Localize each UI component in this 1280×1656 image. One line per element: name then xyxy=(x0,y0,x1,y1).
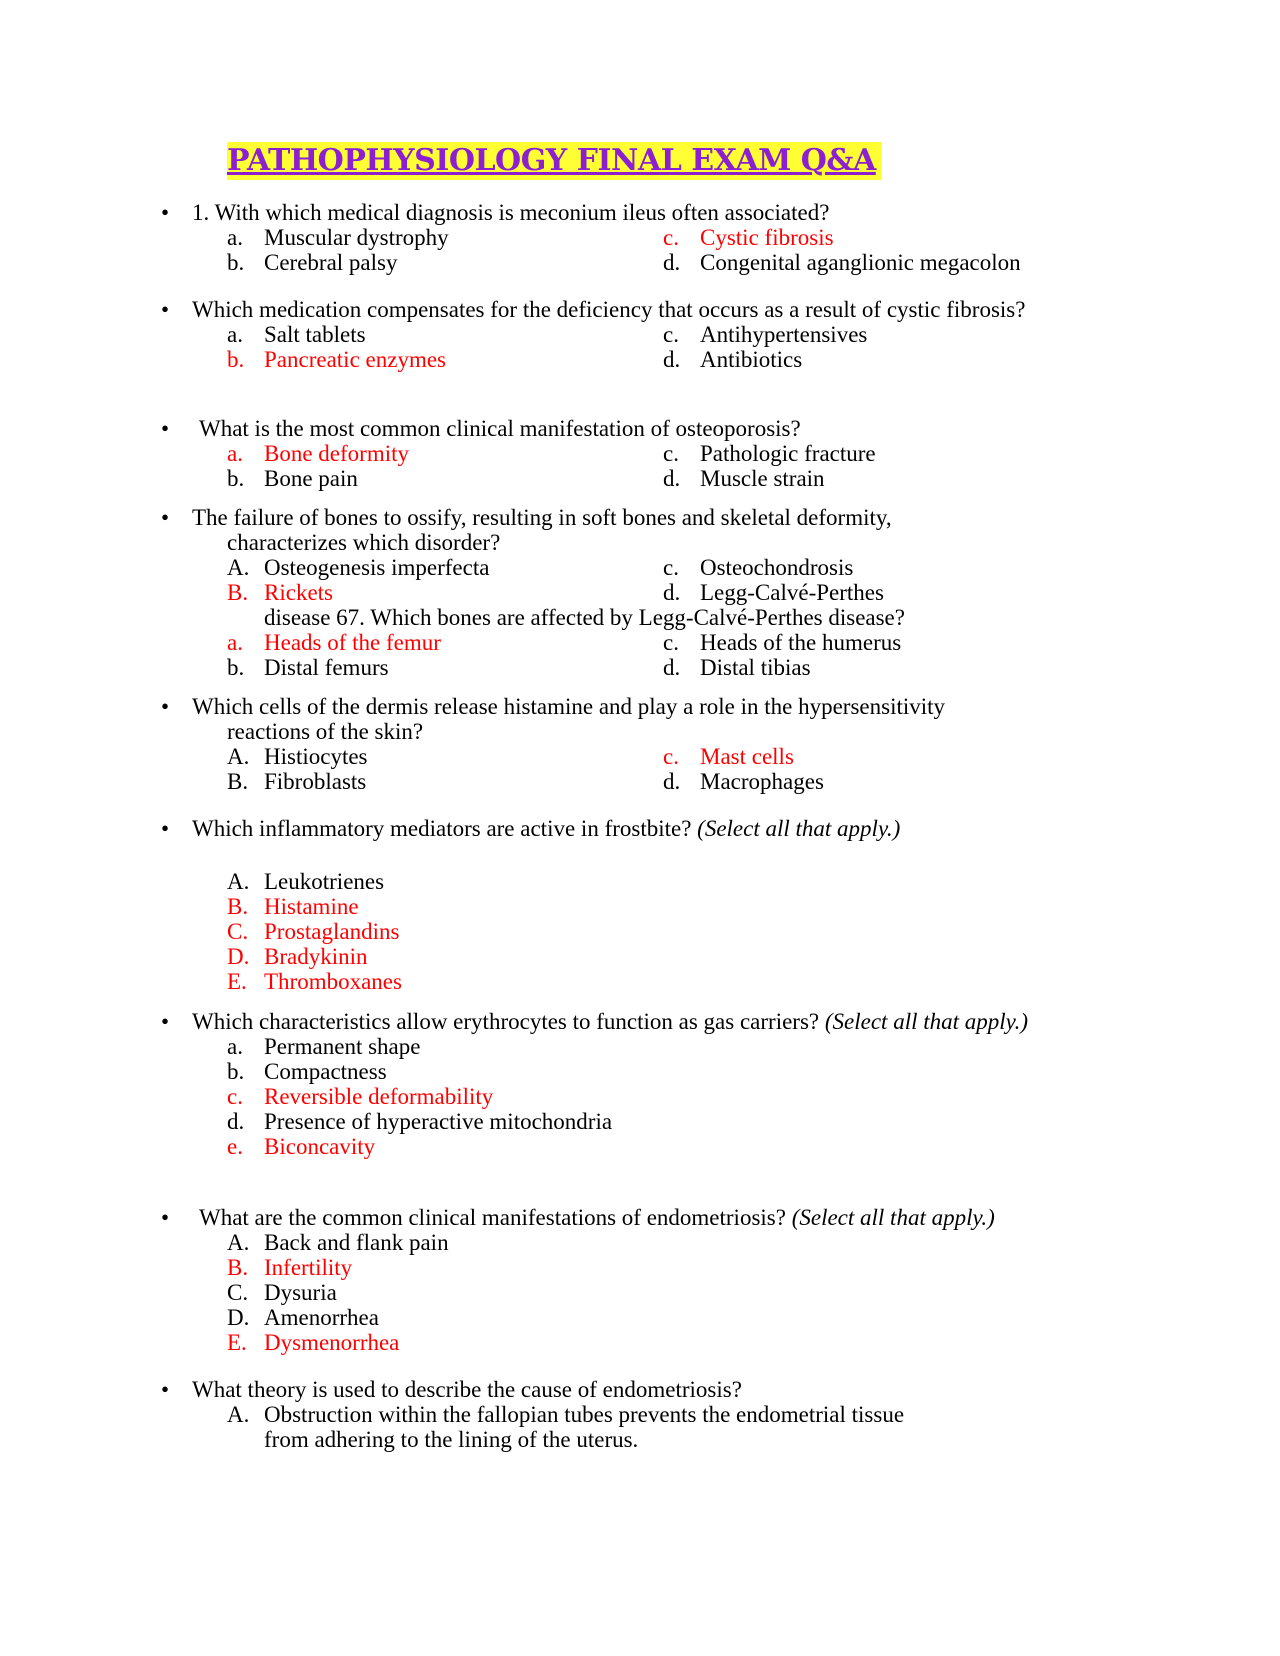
question-text: Which medication compensates for the deficiency that occurs as a result of cystic fibrosis? xyxy=(192,297,1026,322)
answer-option: d. Antibiotics xyxy=(663,347,803,372)
answer-option: a. Salt tablets xyxy=(227,322,366,347)
answer-option: A. Histiocytes xyxy=(227,744,368,769)
bullet-icon: • xyxy=(160,416,170,441)
correct-answer-option: a. Bone deformity xyxy=(227,441,409,466)
bullet-icon: • xyxy=(160,816,170,841)
correct-answer-option: c. Mast cells xyxy=(663,744,794,769)
answer-option: C. Dysuria xyxy=(227,1280,337,1305)
bullet-icon: • xyxy=(160,694,170,719)
answer-option: a. Muscular dystrophy xyxy=(227,225,449,250)
correct-answer-option: b. Pancreatic enzymes xyxy=(227,347,446,372)
question-text: The failure of bones to ossify, resulting in soft bones and skeletal deformity, xyxy=(192,505,892,530)
select-all-note: (Select all that apply.) xyxy=(824,1009,1028,1034)
answer-option: c. Osteochondrosis xyxy=(663,555,854,580)
question-item xyxy=(0,1377,1280,1452)
question-text-continued: reactions of the skin? xyxy=(227,719,424,744)
answer-option: c. Heads of the humerus xyxy=(663,630,902,655)
question-text: What are the common clinical manifestations of endometriosis? (Select all that apply.) xyxy=(199,1205,995,1230)
answer-option: b. Distal femurs xyxy=(227,655,389,680)
answer-option: B. Fibroblasts xyxy=(227,769,367,794)
answer-option: A. Obstruction within the fallopian tubes prevents the endometrial tissue xyxy=(227,1402,905,1427)
answer-option: d. Macrophages xyxy=(663,769,824,794)
answer-option: c. Antihypertensives xyxy=(663,322,868,347)
answer-options xyxy=(192,630,1280,680)
answer-option: A. Back and flank pain xyxy=(227,1230,449,1255)
answer-options xyxy=(192,225,1280,275)
question-text: Which cells of the dermis release histamine and play a role in the hypersensitivity xyxy=(192,694,946,719)
bullet-icon: • xyxy=(160,200,170,225)
bullet-icon: • xyxy=(160,505,170,530)
answer-option: d. Muscle strain xyxy=(663,466,825,491)
question-text: Which characteristics allow erythrocytes to function as gas carriers? (Select all that apply.) xyxy=(192,1009,1028,1034)
answer-options xyxy=(192,1034,1280,1159)
answer-options xyxy=(192,322,1280,372)
answer-options xyxy=(192,555,1280,605)
answer-option: b. Bone pain xyxy=(227,466,358,491)
question-item xyxy=(0,1205,1280,1355)
correct-answer-option: c. Reversible deformability xyxy=(227,1084,494,1109)
answer-options xyxy=(192,744,1280,794)
select-all-note: (Select all that apply.) xyxy=(791,1205,995,1230)
correct-answer-option: B. Infertility xyxy=(227,1255,353,1280)
correct-answer-option: C. Prostaglandins xyxy=(227,919,400,944)
answer-option: a. Permanent shape xyxy=(227,1034,421,1059)
question-text: What theory is used to describe the cause of endometriosis? xyxy=(192,1377,742,1402)
answer-option: b. Cerebral palsy xyxy=(227,250,398,275)
question-item xyxy=(0,200,1280,275)
question-item xyxy=(0,816,1280,994)
bullet-icon: • xyxy=(160,297,170,322)
answer-option: A. Leukotrienes xyxy=(227,869,385,894)
answer-options xyxy=(192,441,1280,491)
question-item xyxy=(0,694,1280,794)
answer-option: A. Osteogenesis imperfecta xyxy=(227,555,490,580)
answer-option-continued: from adhering to the lining of the uterus. xyxy=(264,1427,639,1452)
bullet-icon: • xyxy=(160,1377,170,1402)
answer-option: d. Legg-Calvé-Perthes xyxy=(663,580,884,605)
question-item xyxy=(0,416,1280,491)
answer-option: c. Pathologic fracture xyxy=(663,441,876,466)
question-text: 1. With which medical diagnosis is meconium ileus often associated? xyxy=(192,200,830,225)
correct-answer-option: E. Thromboxanes xyxy=(227,969,402,994)
question-item xyxy=(0,1009,1280,1159)
correct-answer-option: B. Histamine xyxy=(227,894,359,919)
page-title: PATHOPHYSIOLOGY FINAL EXAM Q&A xyxy=(227,142,882,180)
answer-options xyxy=(192,869,1280,994)
answer-option: b. Compactness xyxy=(227,1059,387,1084)
correct-answer-option: c. Cystic fibrosis xyxy=(663,225,834,250)
answer-option: d. Presence of hyperactive mitochondria xyxy=(227,1109,613,1134)
bullet-icon: • xyxy=(160,1205,170,1230)
question-text-continued: disease 67. Which bones are affected by Legg-Calvé-Perthes disease? xyxy=(264,605,905,630)
correct-answer-option: B. Rickets xyxy=(227,580,333,605)
question-item xyxy=(0,297,1280,372)
answer-options xyxy=(192,1230,1280,1355)
question-list xyxy=(0,200,1280,1452)
answer-option: d. Congenital aganglionic megacolon xyxy=(663,250,1021,275)
question-text-continued: characterizes which disorder? xyxy=(227,530,501,555)
answer-options xyxy=(192,1402,1280,1452)
correct-answer-option: e. Biconcavity xyxy=(227,1134,376,1159)
correct-answer-option: a. Heads of the femur xyxy=(227,630,441,655)
correct-answer-option: E. Dysmenorrhea xyxy=(227,1330,400,1355)
question-text: Which inflammatory mediators are active in frostbite? (Select all that apply.) xyxy=(192,816,901,841)
bullet-icon: • xyxy=(160,1009,170,1034)
select-all-note: (Select all that apply.) xyxy=(697,816,901,841)
question-text: What is the most common clinical manifestation of osteoporosis? xyxy=(199,416,801,441)
question-item xyxy=(0,505,1280,680)
answer-option: D. Amenorrhea xyxy=(227,1305,379,1330)
correct-answer-option: D. Bradykinin xyxy=(227,944,368,969)
answer-option: d. Distal tibias xyxy=(663,655,811,680)
